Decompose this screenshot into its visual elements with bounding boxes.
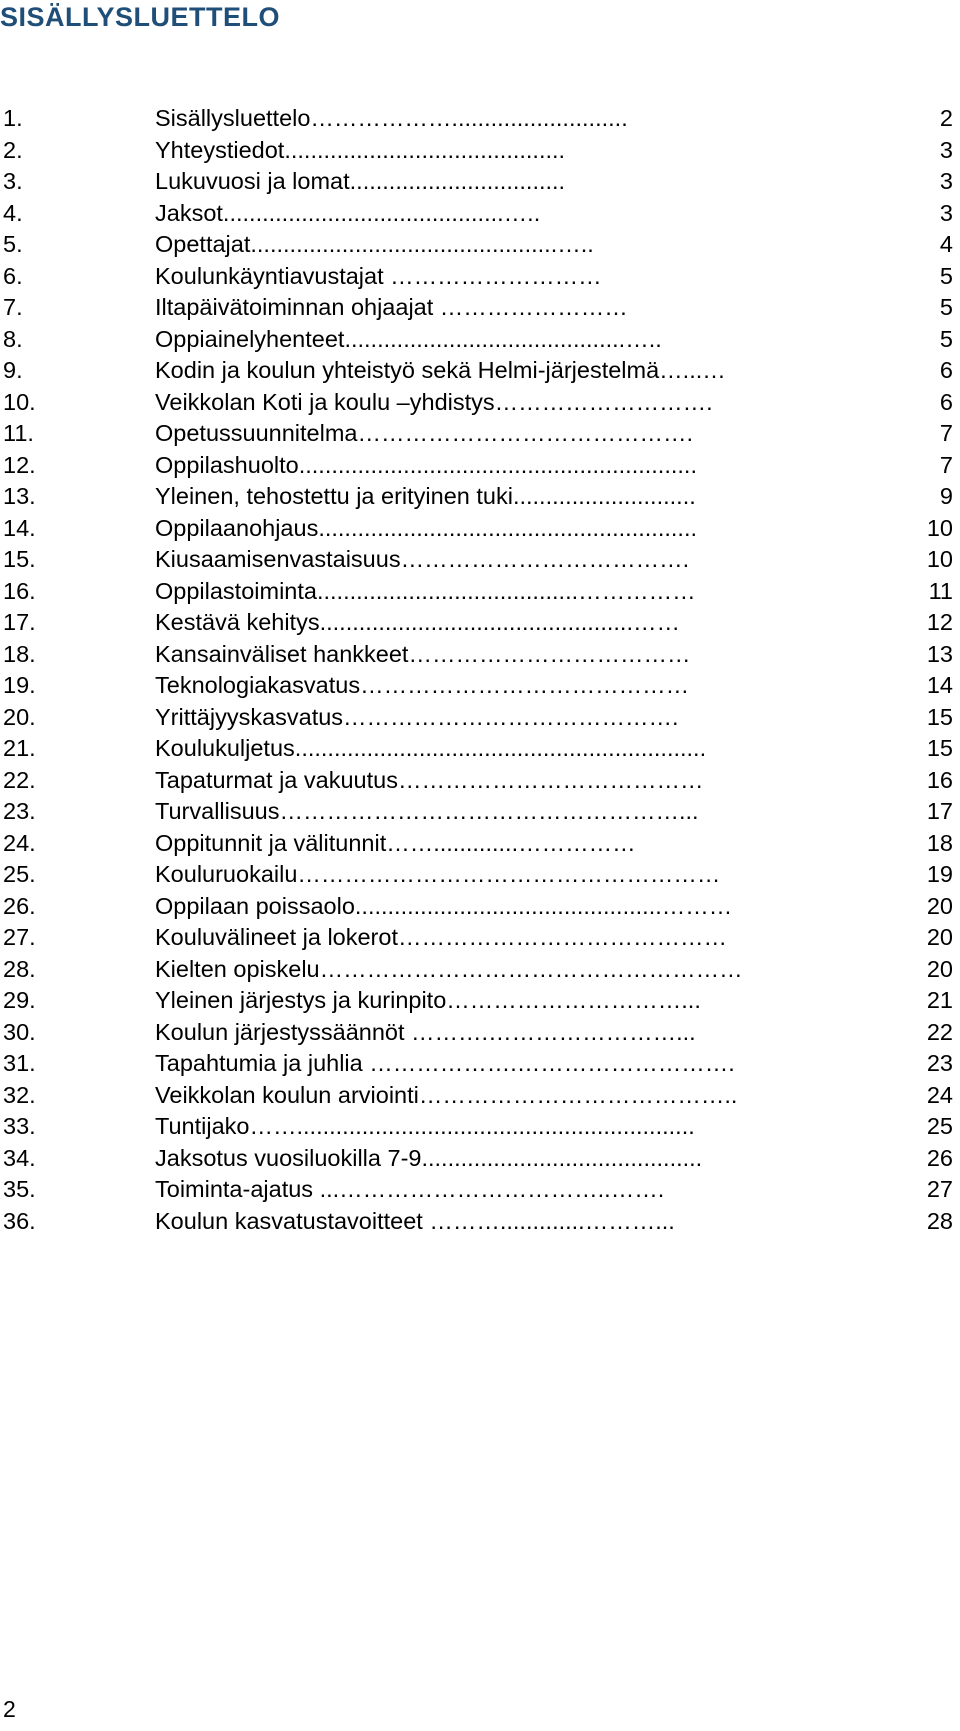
toc-entry-number: 28.	[3, 955, 36, 982]
toc-entry-number: 23.	[3, 798, 36, 824]
toc-entry-title: Tapahtumia ja juhlia ……………….……………………….	[155, 1050, 735, 1076]
toc-entry	[0, 261, 960, 293]
toc-entry	[0, 418, 960, 450]
toc-entry-title: Oppiainelyhenteet...........................................…..	[155, 325, 662, 352]
toc-entry-title: Opetussuunnitelma…………………………………….	[155, 420, 694, 446]
toc-entry	[0, 891, 960, 923]
toc-entry-page: 25	[926, 1113, 953, 1139]
toc-entry-title: Tuntijako…….............................................................	[155, 1113, 695, 1139]
toc-entry	[0, 1048, 960, 1080]
toc-entry-title: Teknologiakasvatus……………………………………	[155, 672, 690, 698]
toc-entry	[0, 670, 960, 702]
toc-entry	[0, 828, 960, 860]
toc-entry-title: Koulun kasvatustavoitteet ……….............………...	[155, 1207, 675, 1234]
toc-entry-number: 30.	[3, 1018, 36, 1045]
toc-entry-page: 20	[926, 924, 953, 950]
toc-entry-page: 4	[939, 231, 953, 257]
toc-entry-number: 32.	[3, 1081, 36, 1108]
toc-entry-page: 7	[939, 451, 953, 478]
toc-entry-page: 5	[939, 325, 953, 352]
toc-entry	[0, 576, 960, 608]
toc-entry-page: 15	[926, 735, 953, 761]
page-title: SISÄLLYSLUETTELO	[0, 2, 281, 32]
toc-entry-title: Oppilashuolto.............................................................	[155, 451, 697, 478]
toc-entry-title: Kiusaamisenvastaisuus……………………………….	[155, 546, 690, 572]
toc-entry-number: 31.	[3, 1050, 36, 1076]
toc-entry-title: Kestävä kehitys................................................……	[155, 609, 680, 635]
toc-entry-number: 7.	[3, 294, 23, 320]
toc-entry-title: Oppilastoiminta........................................……………	[155, 577, 696, 604]
toc-entry-page: 28	[926, 1207, 953, 1234]
toc-entry-number: 2.	[3, 136, 23, 163]
toc-entry-title: Turvallisuus……………………………………………...	[155, 798, 699, 824]
toc-entry-page: 3	[939, 168, 953, 194]
toc-entry-number: 17.	[3, 609, 36, 635]
toc-entry-page: 20	[926, 955, 953, 982]
toc-entry	[0, 1206, 960, 1238]
toc-entry-page: 12	[926, 609, 953, 635]
toc-entry	[0, 639, 960, 671]
toc-entry-number: 20.	[3, 703, 36, 730]
toc-entry-page: 10	[926, 514, 953, 541]
toc-entry-page: 23	[926, 1050, 953, 1076]
toc-entry-page: 26	[926, 1144, 953, 1171]
toc-entry-page: 19	[926, 861, 953, 887]
toc-entry-number: 15.	[3, 546, 36, 572]
toc-entry-number: 18.	[3, 640, 36, 667]
toc-entry	[0, 1080, 960, 1112]
table-of-contents	[0, 103, 960, 1237]
toc-entry	[0, 954, 960, 986]
toc-entry	[0, 198, 960, 230]
toc-entry-page: 3	[939, 199, 953, 226]
toc-entry-page: 16	[926, 766, 953, 793]
toc-entry-title: Yleinen, tehostettu ja erityinen tuki............................	[155, 483, 696, 509]
toc-entry	[0, 859, 960, 891]
toc-entry-title: Kodin ja koulun yhteistyö sekä Helmi-järjestelmä…...…	[155, 357, 726, 383]
toc-entry-page: 22	[926, 1018, 953, 1045]
toc-entry-page: 7	[939, 420, 953, 446]
toc-entry-number: 21.	[3, 735, 36, 761]
toc-entry-number: 16.	[3, 577, 36, 604]
toc-entry-title: Sisällysluettelo………………...........................	[155, 105, 628, 131]
toc-entry-number: 14.	[3, 514, 36, 541]
toc-entry	[0, 1111, 960, 1143]
toc-entry-page: 13	[926, 640, 953, 667]
toc-entry	[0, 985, 960, 1017]
toc-entry-title: Kouluvälineet ja lokerot……………………………………	[155, 924, 727, 950]
toc-entry-page: 6	[939, 388, 953, 415]
toc-entry-title: Veikkolan Koti ja koulu –yhdistys……………………….	[155, 388, 713, 415]
toc-entry-number: 26.	[3, 892, 36, 919]
toc-entry	[0, 544, 960, 576]
toc-entry-page: 18	[926, 829, 953, 856]
toc-entry-title: Kouluruokailu………………………………………………	[155, 861, 721, 887]
toc-entry-page: 5	[939, 262, 953, 289]
toc-entry-title: Iltapäivätoiminnan ohjaajat ……………………	[155, 294, 628, 320]
toc-entry-number: 9.	[3, 357, 23, 383]
toc-entry-number: 19.	[3, 672, 36, 698]
toc-entry-number: 22.	[3, 766, 36, 793]
toc-entry	[0, 1174, 960, 1206]
toc-entry-title: Oppitunnit ja välitunnit…….............……………	[155, 829, 636, 856]
toc-entry-title: Oppilaan poissaolo...............................................………	[155, 892, 733, 919]
toc-entry-number: 34.	[3, 1144, 36, 1171]
toc-entry-number: 11.	[3, 420, 34, 446]
toc-entry-title: Toiminta-ajatus ...……………………………..…….	[155, 1176, 665, 1202]
toc-entry-number: 6.	[3, 262, 23, 289]
toc-entry-page: 3	[939, 136, 953, 163]
toc-entry-page: 14	[926, 672, 953, 698]
toc-entry-title: Yrittäjyyskasvatus…………………………………….	[155, 703, 679, 730]
toc-entry	[0, 765, 960, 797]
toc-entry	[0, 387, 960, 419]
toc-entry-number: 4.	[3, 199, 23, 226]
toc-entry	[0, 292, 960, 324]
toc-entry-title: Yhteystiedot...........................................	[155, 136, 566, 163]
toc-entry-page: 20	[926, 892, 953, 919]
toc-entry	[0, 450, 960, 482]
toc-entry-title: Koulunkäyntiavustajat ………………………	[155, 262, 602, 289]
toc-entry	[0, 166, 960, 198]
toc-entry-title: Jaksotus vuosiluokilla 7-9...........................................	[155, 1144, 703, 1171]
toc-entry-number: 35.	[3, 1176, 36, 1202]
toc-entry-page: 11	[928, 577, 953, 604]
toc-entry-title: Lukuvuosi ja lomat.................................	[155, 168, 566, 194]
toc-entry	[0, 733, 960, 765]
toc-entry-title: Koulukuljetus...............................................................	[155, 735, 707, 761]
toc-entry-page: 6	[939, 357, 953, 383]
toc-entry	[0, 607, 960, 639]
toc-entry-page: 2	[939, 105, 953, 131]
toc-entry-number: 12.	[3, 451, 36, 478]
toc-entry-page: 17	[926, 798, 953, 824]
toc-entry-number: 29.	[3, 987, 36, 1013]
toc-entry	[0, 702, 960, 734]
toc-entry	[0, 1017, 960, 1049]
toc-entry-number: 1.	[3, 105, 23, 131]
toc-entry-number: 36.	[3, 1207, 36, 1234]
toc-entry-number: 24.	[3, 829, 36, 856]
toc-entry-page: 24	[926, 1081, 953, 1108]
toc-entry-title: Opettajat...............................................…..	[155, 231, 594, 257]
toc-entry-title: Oppilaanohjaus..........................................................	[155, 514, 698, 541]
toc-entry-number: 5.	[3, 231, 23, 257]
toc-entry	[0, 922, 960, 954]
toc-entry-page: 5	[939, 294, 953, 320]
toc-entry-page: 9	[939, 483, 953, 509]
toc-entry-title: Jaksot...........................................…..	[155, 199, 541, 226]
toc-entry	[0, 481, 960, 513]
toc-entry	[0, 1143, 960, 1175]
toc-entry-number: 8.	[3, 325, 23, 352]
toc-entry-title: Koulun järjestyssäännöt ……….……………………...	[155, 1018, 696, 1045]
toc-entry-page: 27	[926, 1176, 953, 1202]
toc-entry-number: 33.	[3, 1113, 36, 1139]
toc-entry-number: 27.	[3, 924, 36, 950]
toc-entry-page: 21	[926, 987, 953, 1013]
toc-entry	[0, 324, 960, 356]
page-number: 2	[3, 1696, 16, 1722]
toc-entry-number: 25.	[3, 861, 36, 887]
toc-entry-title: Yleinen järjestys ja kurinpito…………………………...	[155, 987, 701, 1013]
toc-entry-title: Veikkolan koulun arviointi…………………………………..	[155, 1081, 738, 1108]
toc-entry-number: 13.	[3, 483, 36, 509]
toc-entry-page: 15	[926, 703, 953, 730]
toc-entry-number: 3.	[3, 168, 23, 194]
toc-entry	[0, 355, 960, 387]
toc-entry-number: 10.	[3, 388, 36, 415]
toc-entry-page: 10	[926, 546, 953, 572]
toc-entry-title: Kansainväliset hankkeet………………………………	[155, 640, 691, 667]
toc-entry-title: Tapaturmat ja vakuutus…………………………………	[155, 766, 704, 793]
toc-entry	[0, 229, 960, 261]
toc-entry	[0, 135, 960, 167]
toc-entry-title: Kielten opiskelu………………………………………………	[155, 955, 743, 982]
toc-entry	[0, 796, 960, 828]
toc-entry	[0, 513, 960, 545]
toc-entry	[0, 103, 960, 135]
